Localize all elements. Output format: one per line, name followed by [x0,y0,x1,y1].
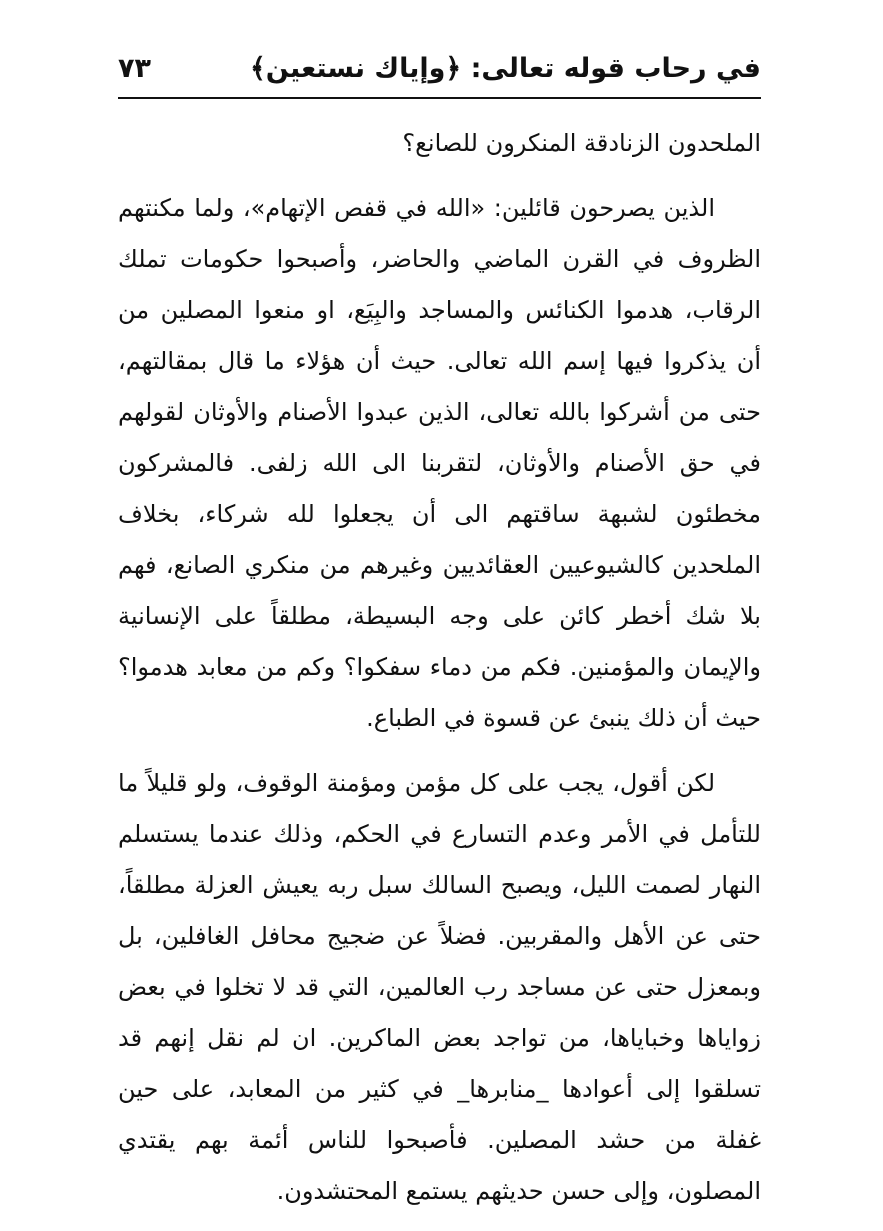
paragraph: لكن أقول، يجب على كل مؤمن ومؤمنة الوقوف، ولو قليلاً ما للتأمل في الأمر وعدم التسارع في الحكم، وذلك عندما يستسلم النهار لصمت الليل، ويصبح السالك سبل ربه يعيش العزلة مطلقاً، حتى عن الأهل والمقربين. فضلاً عن ضجيج محافل الغافلين، بل وبمعزل حتى عن مساجد رب العالمين، التي قد لا تخلوا في بعض زواياها وخباياها، من تواجد بعض الماكرين. ان لم نقل إنهم قد تسلقوا إلى أعوادها _منابرها_ في كثير من المعابد، على حين غفلة من حشد المصلين. فأصبحوا للناس أئمة بهم يقتدي المصلون، وإلى حسن حديثهم يستمع المحتشدون. [118,769,761,1205]
body-text [118,118,761,1231]
paragraph: الملحدون الزنادقة المنكرون للصانع؟ [402,129,761,157]
header-divider [118,97,761,99]
header-title: في رحاب قوله تعالى: ﴿وإياك نستعين﴾ [249,53,761,84]
page-number: ٧٣ [118,53,151,84]
paragraph: الذين يصرحون قائلين: «الله في قفص الإتهام»، ولما مكنتهم الظروف في القرن الماضي والحاضر، وأصبحوا حكومات تملك الرقاب، هدموا الكنائس والمساجد والبِيَع، او منعوا المصلين من أن يذكروا فيها إسم الله تعالى. حيث أن هؤلاء ما قال بمقالتهم، حتى من أشركوا بالله تعالى، الذين عبدوا الأصنام والأوثان لقولهم في حق الأصنام والأوثان، لتقربنا الى الله زلفى. فالمشركون مخطئون لشبهة ساقتهم الى أن يجعلوا لله شركاء، بخلاف الملحدين كالشيوعيين العقائديين وغيرهم من منكري الصانع، فهم بلا شك أخطر كائن على وجه البسيطة، مطلقاً على الإنسانية والإيمان والمؤمنين. فكم من دماء سفكوا؟ وكم من معابد هدموا؟ حيث أن ذلك ينبئ عن قسوة في الطباع. [118,194,761,732]
running-header [118,42,761,96]
